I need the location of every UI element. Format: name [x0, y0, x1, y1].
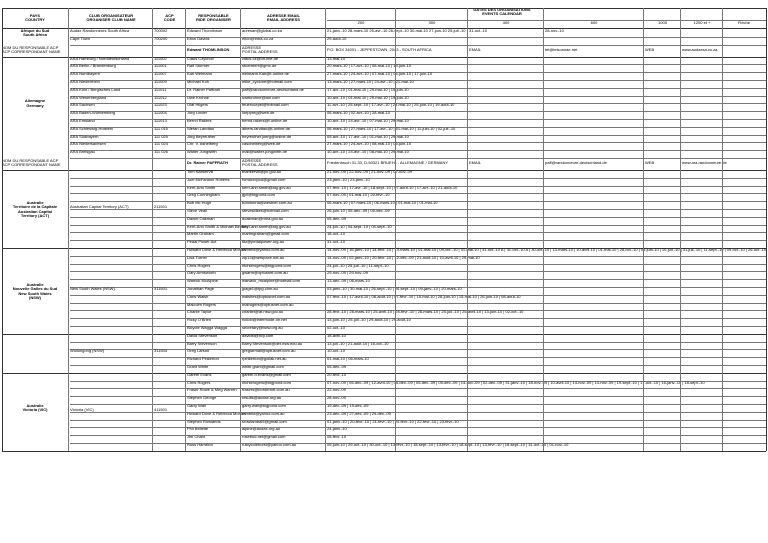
event-dates: 11-avr.-10 | 25-sept.-10 | 17-avr.-10 | 29-mai-10 | 25-juin-10 | 19-août-10 — [327, 102, 455, 108]
organiser-name: Kerri-Ann Smith & Michael Bentley — [187, 223, 249, 229]
event-dates: 28-nov.-09 — [327, 395, 346, 401]
club-name: ARA Niederrhein — [70, 79, 100, 84]
header-distance-0: 200 — [357, 20, 365, 25]
grid-line — [467, 8, 468, 451]
header-country: PAYS COUNTRY — [25, 13, 45, 23]
organiser-name: Stephen Rowlands — [187, 418, 221, 424]
organiser-email: tomacropod@gmail.com — [242, 176, 286, 182]
responsible-address: Friedenbruch 31-33, D-50321 BRUEHL - ALLEMAGNE / GERMANY — [327, 160, 449, 165]
organiser-name: Uwe Krohne — [187, 94, 210, 100]
responsible-web: www.audaxsa.co.za — [682, 46, 718, 52]
event-dates-d200: 29-août-10 — [327, 35, 347, 41]
event-dates: 05-avr.-10 | 17-avr.-10 | 01-mai-10 | 29-mai-10 — [327, 133, 409, 139]
organiser-email: doakman@nma.gov.au — [242, 215, 284, 221]
event-dates: 06-mars-10 | 07-mars-10 | 06-mars-10 | 01-mai-10 | 01-mai-10 — [327, 200, 438, 206]
responsible-label: NOM DU RESPONSABLE ACP ACP CORRESPONDANT NAME — [2, 158, 61, 168]
organiser-name: Ralf Stürmer — [187, 63, 210, 69]
organiser-email: ritchierogers@bigpond.com — [242, 379, 291, 385]
section-acp: 211501 — [154, 204, 168, 209]
organiser-email: bobdonna@westnet.com.au — [242, 200, 292, 206]
event-dates: 23-janv.-10 | 23-janv.-10 — [327, 176, 370, 182]
organiser-name: Bicycle Wagga Wagga — [187, 325, 227, 330]
organiser-email: gareth.d.evans@gmail.com — [242, 371, 291, 377]
organiser-name: Edward Thomlinson — [187, 28, 223, 33]
event-dates: 13-juil.-10 | 21-août-10 | 16-oct.-10 — [327, 340, 389, 346]
organiser-name: Ricky O'Brien — [187, 317, 212, 323]
event-dates: 22-nov.-09 — [327, 387, 346, 393]
event-dates: 05-févr.-10 — [327, 434, 347, 440]
section-country: Allemagne Germany — [24, 98, 46, 108]
club-name: ARA Baden-Württemberg — [70, 110, 116, 116]
organiser-email: feuercuepel@hotmail.com — [242, 102, 289, 108]
organiser-email: gjcl@bigpond.com — [242, 192, 275, 198]
event-dates-d400: 31-oct.-10 — [469, 28, 488, 33]
grid-line — [185, 8, 186, 451]
organiser-email: ramfeld@yahoo.com.au — [242, 410, 285, 416]
organiser-name: Kerri-Ann Smith — [187, 184, 216, 190]
organiser-email: uwekrohne@aol.com — [242, 94, 280, 100]
organiser-email: walshes@optusnet.com.au — [242, 293, 291, 299]
organiser-name: Howard Dove & Rebecca Morton — [187, 410, 246, 416]
organiser-email: garry.wall@bigpond.com — [242, 403, 286, 408]
club-name: ARA Sachsen — [70, 102, 95, 108]
event-dates: 24-juil.-10 | 25-juil.-10 | 11-sept.-10 — [327, 262, 389, 268]
responsible-name: Edward THOMLINSON — [187, 46, 230, 52]
organiser-name: Olaf Hilgers — [187, 102, 208, 108]
acp-code: 700200 — [154, 35, 168, 41]
grid-line — [327, 20, 766, 21]
section-country: Australie Victoria (VIC) — [22, 402, 48, 413]
header-distance-4: 1000 — [658, 20, 667, 25]
club-name: ARA Südbayern — [70, 133, 99, 139]
organiser-name: Steve Veall — [187, 208, 208, 213]
header-acp: ACP CODE — [163, 13, 176, 23]
email-label: EMAIL — [469, 160, 482, 165]
event-dates-d600: 28-nov.-10 — [545, 28, 564, 33]
organiser-name: Joel McFarlane Roberts — [187, 176, 230, 182]
club-name: ARA Weserbergland — [70, 94, 107, 100]
organiser-name: Karl Weimann — [187, 71, 213, 77]
organiser-email: Barry.Stevenson@det.nsw.edu.au — [242, 340, 303, 346]
event-dates: 06-mars-10 | 27-mars-10 | 17-avr.-10 | 01-mai-10 | 11-juin-10 | 02-juil.-10 — [327, 125, 456, 131]
organiser-email: malrogers@optusnet.com.au — [242, 301, 294, 307]
organiser-name: David Stevenson — [187, 332, 218, 338]
organiser-email: white.grant@gmail.com — [242, 364, 284, 369]
organiser-email: kerri-ann.smith@aig.gov.au — [242, 184, 291, 190]
organiser-email: loeppreg@web.de — [242, 110, 275, 116]
acp-code: 111 026 — [154, 149, 168, 155]
organiser-name: Dr. Rainer Paffrath — [187, 86, 221, 92]
organiser-email: caschelberg@web.de — [242, 141, 281, 147]
organiser-name: Phil Bellette — [187, 426, 209, 432]
organiser-name: Bob Mc Hugh — [187, 200, 212, 206]
organiser-name: Chris Rogers — [187, 262, 211, 268]
organiser-name: Jörg Beyreuther — [187, 133, 216, 139]
event-dates: 10-oct.-10 — [327, 348, 346, 354]
organiser-email: kerri-ann.smith@aig.gov.au — [242, 223, 291, 229]
email-label: EMAIL — [469, 46, 482, 52]
club-name: ARA Schleswig-Holstein — [70, 125, 113, 131]
grid-line — [70, 158, 766, 159]
event-dates: 19-déc.-09 | 19-déc.-09 — [327, 403, 369, 408]
event-dates: 01-mai-10 | 06-mars-10 — [327, 356, 369, 362]
header-distance-6: Flèche — [737, 20, 750, 25]
event-dates: 03-janv.-10 | 30-mai-10 | 26-sept.-10 | 26-sept.-10 | 09-janv.-10 | 20-mars-10 — [327, 286, 462, 291]
event-dates: 24-janv.-10 — [327, 426, 347, 432]
organiser-name: Walter Jungwirth — [187, 149, 217, 155]
grid-line — [68, 8, 69, 451]
event-dates: 29-nov.-09 | 29-nov.-09 — [327, 270, 368, 276]
event-dates: 13-déc.-09 | 06-mars-10 — [327, 278, 370, 284]
organiser-email: weimann.Karl@t-online.de — [242, 71, 289, 77]
event-dates: 13-mai-10 — [327, 55, 346, 61]
grid-line — [643, 8, 644, 451]
address-label: ADRESSE POSTAL ADDRESS — [242, 158, 278, 168]
header-email: ADRESSE EMAIL EMAIL ADDRESS — [267, 13, 300, 23]
section-country: Australie Territoire de la Capitale Australian Capital Territory (ACT) — [12, 200, 58, 219]
header-distance-1: 300 — [428, 20, 436, 25]
organiser-name: Greg Larson — [187, 348, 210, 354]
header-responsible: RESPONSABLE RIDE ORGANISER — [196, 13, 231, 23]
organiser-name: Charlie Taylor — [187, 309, 212, 315]
organiser-name: Claus Czycholl — [187, 55, 214, 61]
event-dates: 07-févr.-10 | 17-avr.-10 | 18-sept.-10 | 07-août-10 | 17-avr.-10 | 21-août-10 — [327, 184, 458, 190]
organiser-email: stevesbikes@hotmail.com — [242, 208, 289, 213]
event-dates: 13-juin-10 | 25-juil.-10 | 29-août-10 | 29-août-10 — [327, 317, 411, 323]
organiser-email: alpine@audax.org.au — [242, 426, 281, 432]
club-name: ARA Niedersachsen — [70, 141, 106, 147]
event-dates: 26-juin-10 | 05-déc.-09 | 05-déc.-09 — [327, 208, 390, 213]
header-distance-2: 400 — [502, 20, 510, 25]
organiser-name: Malcolm Rogers — [187, 301, 216, 307]
organiser-name: Lisa Turner — [187, 254, 208, 260]
organiser-email: mike_cyclone@hotmail.com — [242, 79, 292, 84]
responsible-email: paff@randonneure-deutschland.de — [545, 160, 607, 165]
header-club: CLUB ORGANISATEUR ORGANISER CLUB NAME — [86, 13, 136, 23]
section-country: Afrique du Sud South Africa — [20, 27, 50, 38]
event-dates: 10-avr.-10 | 24-avr.-10 | 08-mai-10 | 29-mai-10 — [327, 149, 409, 155]
acp-code: 111012 — [154, 94, 167, 100]
grid-line — [240, 8, 241, 451]
club-name: ARA Köln / Bergisches Land — [70, 86, 121, 92]
event-dates: 13-mars-10 | 27-mars-10 | 24-avr.-10 | 21-mai-10 — [327, 79, 414, 84]
organiser-email: rickob@intermode.on.net — [242, 317, 287, 323]
acp-code: 111 024 — [154, 141, 168, 147]
organiser-name: Richard Pinkerton — [187, 356, 219, 362]
event-dates: 23-déc.-09 | 27-déc.-09 | 29-déc.-09 — [327, 410, 391, 416]
grid-line — [2, 8, 766, 9]
section-acp: 311501 — [154, 285, 168, 291]
event-dates: 05-déc.-09 — [327, 364, 347, 369]
club-name: ARA Hamburg / Norddeutschland — [70, 55, 130, 61]
organiser-email: rustycoleburst@yahoo.com.au — [242, 442, 297, 447]
event-dates: 07-févr.-10 | 17-avril-10 | 08-août-10 | 07-févr.-10 | 15-mai-10 | 28-juin-10 | 15-mai-10 | 26-juin-10 | 08-août-10 — [327, 293, 521, 299]
organiser-email: martingraham@gmail.com — [242, 231, 289, 237]
organiser-email: bernd.rakers@t-online.de — [242, 118, 288, 123]
event-dates: 24-juil.-10 | 04-sept.-10 | 04-sept.-10 — [327, 223, 392, 229]
grid-line — [395, 8, 396, 451]
grid-line — [2, 8, 3, 451]
address-label: ADRESSE POSTAL ADDRESS — [242, 44, 278, 54]
event-dates: 07-nov.-09 | 01-mai-10 | 20-févr.-10 — [327, 192, 390, 198]
web-label: WEB — [645, 46, 655, 52]
organiser-name: Barry Stevenson — [187, 340, 217, 346]
organiser-email: paff@randonneure-deutschland.de — [242, 86, 304, 92]
event-dates: 21-nov.-09 | 22-nov.-09 | 21-nov.-09 | 07-nov.-09 — [327, 169, 413, 174]
organiser-name: Greg Cunningham — [187, 192, 220, 198]
event-dates: 14-nov.-09 | 16-janv.-10 | 14-févr.-10 | 13-mars-10 | 01-mai-10 | 09-oct.-10 | 01-mai-10 | 31-oct.-10 A | 31-oct.-10 A | 30-oct.-10 | 13-mars-10 | 10-avril-10 | 01-mai-10 | 28-oct.-10 | 05-juin-10 | 10-juil.-10 | 31-juil.-10 | 11-sept.-10 | 09-oct.-10 | 26-oct.-10 — [327, 247, 767, 252]
section-club: Australian Capital Territory (ACT) — [70, 204, 129, 209]
event-dates: 06-mars-10 | 02-avr.-10 | 28-mai-10 — [327, 110, 390, 116]
section-club: Victoria (VIC) — [70, 406, 94, 412]
organiser-email: claus.cz@on-line.de — [242, 55, 279, 61]
organiser-email: charliet@af.nsw.gov.au — [242, 309, 284, 315]
acp-code: 111009 — [154, 79, 167, 84]
organiser-email: fitz@pedalpower.org.au — [242, 239, 285, 245]
event-dates: 10-avr.-10 | 24-avr.-10 | 07-mai-10 | 29-mai-10 — [327, 118, 409, 123]
organiser-name: Chr. V. Ashelberg — [187, 141, 218, 147]
organiser-name: Howard Dove & Rebecca Morton — [187, 247, 246, 252]
web-label: WEB — [645, 160, 655, 165]
organiser-name: Pedal Power Act — [187, 239, 217, 245]
organiser-email: tnankervill@pc.gov.au — [242, 169, 282, 174]
event-dates: 14-nov.-09 | 02-janv.-10 | 20-févr.-10 | 12-déc.-09 | 21-août-10 | 10-avril-10 | 29-mai-10 — [327, 254, 480, 260]
acp-code: 111013 — [154, 118, 167, 123]
grid-line — [70, 45, 766, 46]
section-acp: 311504 — [154, 348, 168, 354]
organiser-email: frasers@bordernet.com.au — [242, 387, 290, 393]
responsible-address: P.O. BOX 34001 - JEPPESTOWN, 2043 - SOUTH AFRICA — [327, 46, 432, 52]
event-dates: 05-juin-10 | 29-oct.-10 | 30-oct.-10 | 13-févr.-10 | 18-sept.-10 | 13-févr.-10 | 18-sept.-10 | 13-févr.-10 | 18-sept.-10 | 31-oct.-10 | 01-nov.-10 — [327, 442, 569, 447]
event-dates-d200: 21-janv.-10 28-mars-10 25-avr.-10 26-sept.-10 30-mai-10 27-juin-10 25-juil.-10 — [327, 28, 466, 33]
organiser-email: davidst@ncy.com — [242, 332, 274, 338]
section-country: Australie Nouvelle Galles du Sud New South Wales (NSW) — [12, 281, 58, 301]
header-distance-3: 600 — [590, 20, 598, 25]
club-name: ARA Berlin / Brandenburg — [70, 63, 116, 69]
event-dates: 20-mars-10 | 17-avr.-10 | 08-mai-10 | 19-juin-10 — [327, 63, 412, 69]
organiser-name: Michael Koh — [187, 79, 210, 84]
organiser-email: jpage1@tpg.com.au — [242, 286, 278, 291]
event-dates: 10-avr.-10 | 01-mai-10 | 29-mai-10 | 19-juin-10 — [327, 94, 409, 100]
responsible-web: www.ara.randonneure.de — [682, 160, 727, 165]
event-dates: 01-janv.-10 | 20-févr.-10 | 21-févr.-10 | 24-févr.-10 | 22-févr.-10 | 23-févr.-10 — [327, 418, 459, 424]
club-name: Cape Town — [70, 35, 90, 41]
organiser-email: srowlands65@gmail.com — [242, 418, 287, 424]
event-dates: 05-déc.-09 — [327, 215, 347, 221]
organiser-name: Bernd Rakers — [187, 118, 212, 123]
organiser-name: Stefan Landtau — [187, 125, 215, 131]
organiser-email: zlp13@netspace.net.au — [242, 254, 285, 260]
organiser-email: rosebud.net@gmail.com — [242, 434, 286, 440]
club-name: Audax Randonneurs South Africa — [70, 28, 130, 33]
grid-line — [152, 8, 153, 451]
event-dates: 18-oct.-10 — [327, 231, 346, 237]
acp-code: 111 015 — [154, 125, 168, 131]
organiser-email: greglarmail@optusnet.com.au — [242, 348, 296, 354]
organiser-name: Elton Davids — [187, 35, 210, 41]
organiser-email: gwarm@optusnet.com.au — [242, 270, 288, 276]
event-dates: 27-mars-10 | 24-avr.-10 | 07-mai-10 | 04-juin-10 | 17-juin-10 — [327, 71, 433, 77]
event-dates: 28-févr.-10 | 28-mars-10 | 25-avril-10 | 28-févr.-10 | 28-mars-10 | 25-juil.-10 | 25-avril-10 | 13-juin-10 | 02-oct.-10 — [327, 309, 524, 315]
grid-line — [2, 451, 766, 452]
grid-line — [543, 8, 544, 451]
event-dates: 31-oct.-10 — [327, 239, 346, 245]
event-dates: 20-févr.-10 — [327, 371, 347, 377]
organiser-email: results@audax.org.au — [242, 395, 282, 401]
grid-line — [766, 8, 767, 451]
organiser-email: auresan@global.co.za — [242, 28, 282, 33]
event-dates: 07-nov.-09 | 05-déc.-09 | 12-avril-10 | 05-déc.-09 | 05-déc.-09 | 05-déc.-09 | 14-nov.-09 | 02-déc.-09 | 31-janv.-10 | 18-nov.-09 | 10-avril-10 | 14-nov.-09 | 14-nov.-09 | 19-sept.-10 | 17-oct.-10 | 16-janv.-10 | 18-sept.-10 — [327, 379, 705, 385]
organiser-name: Jörg Linder — [187, 110, 208, 116]
section-acp: 411501 — [154, 406, 168, 412]
acp-code: 111002 — [154, 55, 167, 61]
organiser-name: Jim Chant — [187, 434, 206, 440]
event-dates: 02-oct.-10 — [327, 325, 346, 330]
organiser-email: secretary@bww.org.au — [242, 325, 283, 330]
acp-code: 111004 — [154, 110, 167, 116]
organiser-name: Martin Graham — [187, 231, 214, 237]
organiser-name: Grant White — [187, 364, 209, 369]
header-distance-5: 1200 et + — [693, 20, 711, 25]
organiser-name: Jonathan Page — [187, 286, 214, 291]
section-club: New South Wales (NSW) — [70, 285, 115, 291]
organiser-name: Gareth Evans — [187, 371, 212, 377]
organiser-email: albers-landtau@t-online.de — [242, 125, 291, 131]
organiser-email: elton@intra.co.za — [242, 35, 274, 41]
organiser-name: Tom Nankervill — [187, 169, 214, 174]
acp-code: 111001 — [154, 63, 167, 69]
organiser-email: beyreuther.joerg@online.de — [242, 133, 292, 139]
responsible-email: tel@telsonnae.net — [545, 46, 578, 52]
grid-line — [722, 8, 723, 451]
acp-code: 700002 — [154, 28, 168, 33]
acp-code: 111007 — [154, 71, 167, 77]
grid-line — [325, 8, 326, 451]
responsible-label: NOM DU RESPONSABLE ACP ACP CORRESPONDANT NAME — [2, 44, 61, 54]
organiser-email: stuermerr@gmx.de — [242, 63, 277, 69]
acp-code: 111023 — [154, 102, 167, 108]
organiser-email: mail@walter-jungwirth.de — [242, 149, 287, 155]
organiser-email: rpinkerton@gollak.net.au — [242, 356, 287, 362]
organiser-name: Daniel Oakman — [187, 215, 215, 221]
organiser-name: Garry Wall — [187, 403, 206, 408]
organiser-name: Chris Rogers — [187, 379, 211, 385]
section-club: Wollongong (NSW) — [70, 348, 105, 354]
header-dates: DATES DES ORGANISATIONS EVENTS CALENDAR — [473, 7, 531, 17]
acp-code: 111011 — [154, 86, 167, 92]
event-dates: 18-avril-10 — [327, 332, 346, 338]
organiser-name: Russ Hamilton — [187, 442, 214, 447]
event-dates: 27-mars-10 | 24-avr.-10 | 08-mai-10 | 05-juin-10 — [327, 141, 412, 147]
organiser-email: ritchierogers@bigpond.com — [242, 262, 291, 268]
organiser-name: Gary Armsworth — [187, 270, 216, 276]
acp-code: 111 025 — [154, 133, 168, 139]
club-name: ARA Nordbayern — [70, 71, 101, 77]
event-dates: 17-avr.-10 | 01-mai-10 | 29-mai-10 | 19-juin-10 — [327, 86, 409, 92]
organiser-name: Warrick McAlpine — [187, 278, 218, 284]
organiser-name: Chris Walsh — [187, 293, 209, 299]
organiser-email: warwick_mcalpine@hotmail.com — [242, 278, 301, 284]
grid-line — [680, 8, 681, 451]
organiser-name: Fraser Rowe & Meg Warren — [187, 387, 237, 393]
organiser-name: Stephen George — [187, 395, 217, 401]
organiser-email: ramfeld@yahoo.com.au — [242, 247, 285, 252]
club-name: ARA Emsland — [70, 118, 95, 123]
club-name: ARA Breisgau — [70, 149, 95, 155]
responsible-name: Dr. Rainer PAFFRATH — [187, 160, 228, 165]
